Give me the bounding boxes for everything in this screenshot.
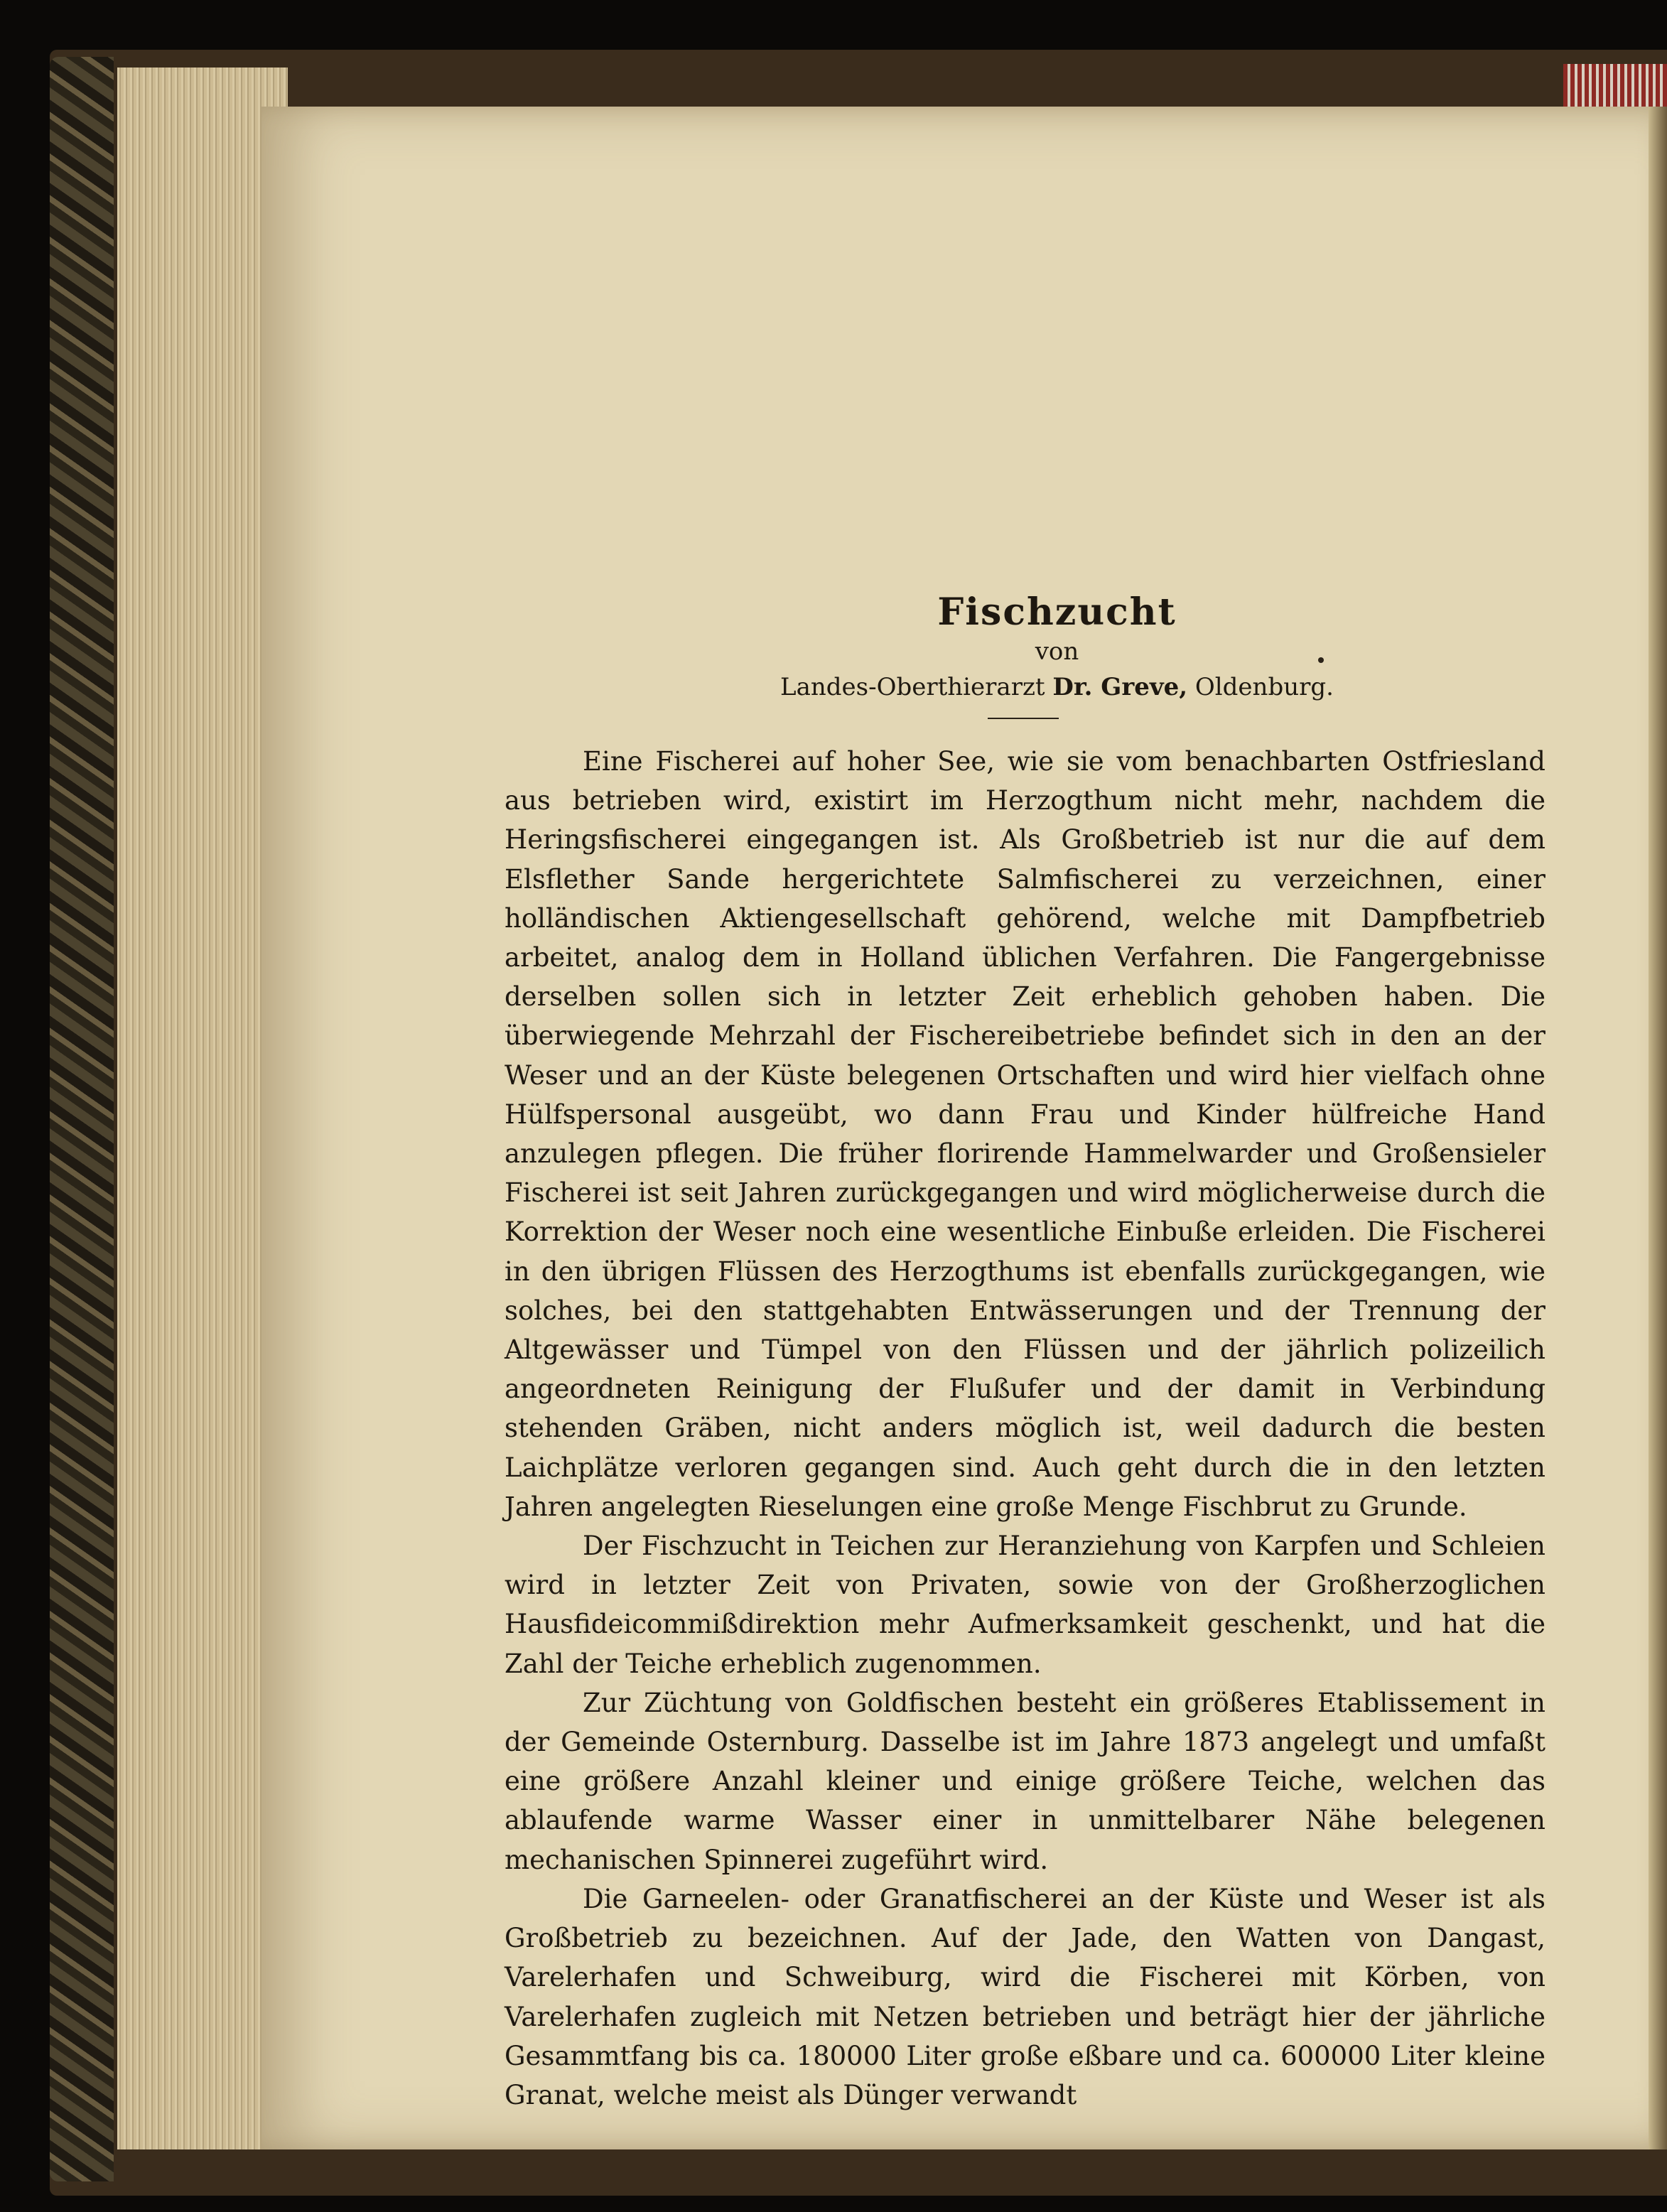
binding-cloth	[1563, 64, 1667, 107]
marbled-book-edge	[50, 57, 114, 2181]
page-content	[505, 590, 1545, 2115]
paragraph: Der Fischzucht in Teichen zur Heranziehung von Karpfen und Schleien wird in letzter Zeit von Privaten, sowie von der Großherzoglichen Hausfideicommißdirektion mehr Aufmerksamkeit geschenkt, und hat die Zahl der Teiche erheblich zugenommen.	[505, 1531, 1545, 1679]
author-title: Landes-Oberthierarzt	[780, 673, 1045, 701]
page-gutter	[1649, 107, 1667, 2149]
author-place: Oldenburg.	[1194, 673, 1334, 701]
article-title: Fischzucht	[937, 590, 1177, 634]
paragraph: Die Garneelen- oder Granatfischerei an der Küste und Weser ist als Großbetrieb zu bezeichnen. Auf der Jade, den Watten von Dangast, Varelerhafen und Schweiburg, wird die Fischerei mit Körben, von Varelerhafen zugleich mit Netzen betrieben und beträgt hier der jährliche Gesammtfang bis ca. 180000 Liter große eßbare und ca. 600000 Liter kleine Granat, welche meist als Dünger verwandt	[505, 1883, 1545, 2110]
byline-von: von	[1035, 637, 1079, 666]
title-divider	[988, 718, 1059, 719]
paragraph: Eine Fischerei auf hoher See, wie sie vom benachbarten Ostfriesland aus betrieben wird, existirt im Herzogthum nicht mehr, nachdem die Heringsfischerei eingegangen ist. Als Großbetrieb ist nur die auf dem Elsflether Sande hergerichtete Salmfischerei zu verzeichnen, einer holländischen Aktiengesellschaft gehörend, welche mit Dampfbetrieb arbeitet, analog dem in Holland üblichen Verfahren. Die Fangergebnisse derselben sollen sich in letzter Zeit erheblich gehoben haben. Die überwiegende Mehrzahl der Fischereibetriebe befindet sich in den an der Weser und an der Küste belegenen Ortschaften und wird hier vielfach ohne Hülfspersonal ausgeübt, wo dann Frau und Kinder hülfreiche Hand anzulegen pflegen. Die früher florirende Hammelwarder und Großensieler Fischerei ist seit Jahren zurückgegangen und wird möglicherweise durch die Korrektion der Weser noch eine wesentliche Einbuße erleiden. Die Fischerei in den übrigen Flüssen des Herzogthums ist ebenfalls zurückgegangen, wie solches, bei den stattgehabten Entwässerungen und der Trennung der Altgewässer und Tümpel von den Flüssen und der jährlich polizeilich angeordneten Reinigung der Flußufer und der damit in Verbindung stehenden Gräben, nicht anders möglich ist, weil dadurch die besten Laichplätze verloren gegangen sind. Auch geht durch die in den letzten Jahren angelegten Rieselungen eine große Menge Fischbrut zu Grunde.	[505, 746, 1545, 1522]
byline	[505, 668, 1545, 706]
paragraph: Zur Züchtung von Goldfischen besteht ein größeres Etablissement in der Gemeinde Osternburg. Dasselbe ist im Jahre 1873 angelegt und umfaßt eine größere Anzahl kleiner und einige größere Teiche, welchen das ablaufende warme Wasser einer in unmittelbarer Nähe belegenen mechanischen Spinnerei zugeführt wird.	[505, 1687, 1545, 1875]
author-name: Dr. Greve,	[1052, 673, 1188, 701]
